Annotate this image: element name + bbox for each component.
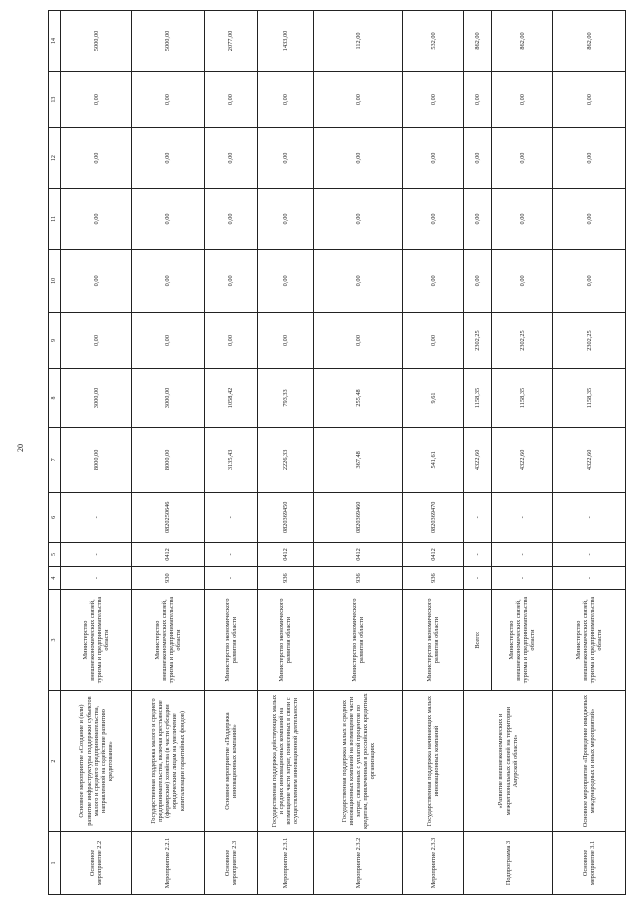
program-code: Мероприятие 2.2.1	[132, 831, 205, 894]
value-year: 0,00	[314, 128, 403, 189]
value-year: 0,00	[464, 189, 492, 250]
program-code: Подпрограмма 3	[464, 831, 553, 894]
table-row	[132, 11, 205, 895]
value-total: 2226,33	[257, 427, 314, 492]
program-name: Государственная поддержка начинающих малых инновационных компаний	[403, 691, 464, 832]
value-year: 0,00	[403, 312, 464, 368]
program-name: Основное мероприятие «Создание и (или) развитие инфраструктуры поддержки субъектов малого и среднего предпринимательства, направленной на содействие развитию кредитования»	[61, 691, 132, 832]
value-year: 0,00	[61, 189, 132, 250]
value-year: 1158,35	[492, 369, 553, 428]
program-code: Мероприятие 2.3.3	[403, 831, 464, 894]
executor: Министерство внешнеэкономических связей, туризма и предпринимательства области	[492, 589, 553, 690]
value-year: 5000,00	[61, 11, 132, 72]
column-number: 6	[49, 493, 61, 543]
csr-code: -	[492, 493, 553, 543]
csr-code: -	[464, 493, 492, 543]
value-year: 0,00	[492, 249, 553, 312]
value-year: 0,00	[204, 312, 257, 368]
column-number: 5	[49, 542, 61, 567]
csr-code: -	[61, 493, 132, 543]
executor: Министерство экономического развития области	[204, 589, 257, 690]
value-total: 3135,43	[204, 427, 257, 492]
value-year: 532,00	[403, 11, 464, 72]
rz-pr-code: -	[61, 542, 132, 567]
value-year: 2302,25	[464, 312, 492, 368]
value-year: 0,00	[204, 71, 257, 127]
grbs-code: 936	[314, 567, 403, 590]
column-number: 10	[49, 249, 61, 312]
column-number: 1	[49, 831, 61, 894]
rz-pr-code: -	[553, 542, 626, 567]
value-year: 0,00	[132, 312, 205, 368]
column-number: 14	[49, 11, 61, 72]
csr-code: -	[204, 493, 257, 543]
program-code: Основное мероприятие 3.1	[553, 831, 626, 894]
grbs-code: 930	[132, 567, 205, 590]
value-year: 0,00	[553, 189, 626, 250]
executor: Министерство внешнеэкономических связей, туризма и предпринимательства области	[553, 589, 626, 690]
grbs-code: 936	[257, 567, 314, 590]
column-number: 7	[49, 427, 61, 492]
column-number: 12	[49, 128, 61, 189]
table-row	[257, 11, 314, 895]
value-year: 0,00	[257, 249, 314, 312]
program-name: «Развитие внешнеэкономических и межрегиональных связей на территории Амурской области»	[464, 691, 553, 832]
rz-pr-code: 0412	[132, 542, 205, 567]
value-year: 0,00	[257, 312, 314, 368]
value-year: 0,00	[403, 249, 464, 312]
value-year: 0,00	[492, 128, 553, 189]
value-year: 0,00	[132, 71, 205, 127]
grbs-code: -	[61, 567, 132, 590]
column-number: 8	[49, 369, 61, 428]
value-year: 0,00	[204, 128, 257, 189]
value-year: 862,00	[464, 11, 492, 72]
rz-pr-code: -	[492, 542, 553, 567]
csr-code: -	[553, 493, 626, 543]
column-number: 3	[49, 589, 61, 690]
value-year: 862,00	[553, 11, 626, 72]
value-year: 0,00	[553, 71, 626, 127]
grbs-code: -	[464, 567, 492, 590]
grbs-code: -	[492, 567, 553, 590]
value-year: 0,00	[314, 249, 403, 312]
value-total: 4322,60	[464, 427, 492, 492]
value-total: 8000,00	[61, 427, 132, 492]
csr-code: 0820369460	[314, 493, 403, 543]
executor: Министерство экономического развития области	[257, 589, 314, 690]
executor: Министерство внешнеэкономических связей, туризма и предпринимательства области	[132, 589, 205, 690]
value-year: 0,00	[132, 128, 205, 189]
column-number: 11	[49, 189, 61, 250]
value-total: 367,48	[314, 427, 403, 492]
value-year: 0,00	[132, 189, 205, 250]
column-number: 13	[49, 71, 61, 127]
value-year: 0,00	[61, 128, 132, 189]
rotated-table-container	[48, 10, 626, 895]
column-number: 4	[49, 567, 61, 590]
program-name: Государственная поддержка малых и средних инновационных компаний на возмещение части затрат, связанных с уплатой процентов по кредитам, привлеченным в российских кредитных организациях	[314, 691, 403, 832]
table-row	[403, 11, 464, 895]
page-number: 20	[16, 444, 25, 452]
program-name: Государственная поддержка действующих малых и средних инновационных компаний на возмещение части затрат, понесенных в связи с осуществлением инновационной деятельности	[257, 691, 314, 832]
table-row	[464, 11, 492, 895]
value-year: 3000,00	[132, 369, 205, 428]
csr-code: 0820250646	[132, 493, 205, 543]
value-year: 0,00	[553, 128, 626, 189]
program-code: Основное мероприятие 2.2	[61, 831, 132, 894]
column-number: 2	[49, 691, 61, 832]
rz-pr-code: -	[464, 542, 492, 567]
executor: Министерство внешнеэкономических связей, туризма и предпринимательства области	[61, 589, 132, 690]
value-year: 0,00	[492, 71, 553, 127]
program-code: Основное мероприятие 2.3	[204, 831, 257, 894]
value-year: 0,00	[553, 249, 626, 312]
csr-code: 0820369470	[403, 493, 464, 543]
value-year: 1433,00	[257, 11, 314, 72]
rz-pr-code: -	[204, 542, 257, 567]
program-name: Основное мероприятие «Поддержка инновационных компаний»	[204, 691, 257, 832]
value-year: 0,00	[61, 249, 132, 312]
executor: Министерство экономического развития области	[314, 589, 403, 690]
value-year: 0,00	[257, 71, 314, 127]
value-year: 1058,42	[204, 369, 257, 428]
value-year: 2077,00	[204, 11, 257, 72]
value-year: 1158,35	[553, 369, 626, 428]
value-year: 0,00	[403, 128, 464, 189]
value-year: 9,61	[403, 369, 464, 428]
grbs-code: -	[204, 567, 257, 590]
value-year: 793,33	[257, 369, 314, 428]
value-year: 0,00	[204, 249, 257, 312]
grbs-code: 936	[403, 567, 464, 590]
rz-pr-code: 0412	[314, 542, 403, 567]
program-code: Мероприятие 2.3.2	[314, 831, 403, 894]
value-year: 255,48	[314, 369, 403, 428]
value-year: 0,00	[257, 189, 314, 250]
value-year: 0,00	[464, 128, 492, 189]
value-total: 541,61	[403, 427, 464, 492]
value-year: 0,00	[61, 71, 132, 127]
value-year: 5000,00	[132, 11, 205, 72]
budget-table	[48, 10, 626, 895]
executor: Министерство экономического развития области	[403, 589, 464, 690]
grbs-code: -	[553, 567, 626, 590]
rz-pr-code: 0412	[403, 542, 464, 567]
table-row	[61, 11, 132, 895]
value-year: 0,00	[464, 71, 492, 127]
value-year: 2302,25	[553, 312, 626, 368]
value-year: 0,00	[314, 189, 403, 250]
table-row	[204, 11, 257, 895]
table-row	[314, 11, 403, 895]
value-year: 0,00	[314, 312, 403, 368]
value-total: 4322,60	[553, 427, 626, 492]
column-number: 9	[49, 312, 61, 368]
table-row	[553, 11, 626, 895]
program-name: Основное мероприятие «Проведение имиджевых международных и иных мероприятий»	[553, 691, 626, 832]
program-name: Государственная поддержка малого и среднего предпринимательства, включая крестьянские (фермерские) хозяйства (в части субсидии юридическим лицам на увеличение капитализации гарантийных фондов)	[132, 691, 205, 832]
executor: Всего:	[464, 589, 492, 690]
value-year: 0,00	[492, 189, 553, 250]
value-year: 3000,00	[61, 369, 132, 428]
value-total: 4322,60	[492, 427, 553, 492]
value-total: 8000,00	[132, 427, 205, 492]
program-code: Мероприятие 2.3.1	[257, 831, 314, 894]
value-year: 1158,35	[464, 369, 492, 428]
rz-pr-code: 0412	[257, 542, 314, 567]
value-year: 0,00	[132, 249, 205, 312]
value-year: 2302,25	[492, 312, 553, 368]
value-year: 0,00	[403, 71, 464, 127]
csr-code: 0820369450	[257, 493, 314, 543]
value-year: 0,00	[204, 189, 257, 250]
value-year: 862,00	[492, 11, 553, 72]
value-year: 0,00	[257, 128, 314, 189]
column-number-row	[49, 11, 61, 895]
value-year: 112,00	[314, 11, 403, 72]
value-year: 0,00	[314, 71, 403, 127]
value-year: 0,00	[403, 189, 464, 250]
value-year: 0,00	[61, 312, 132, 368]
value-year: 0,00	[464, 249, 492, 312]
